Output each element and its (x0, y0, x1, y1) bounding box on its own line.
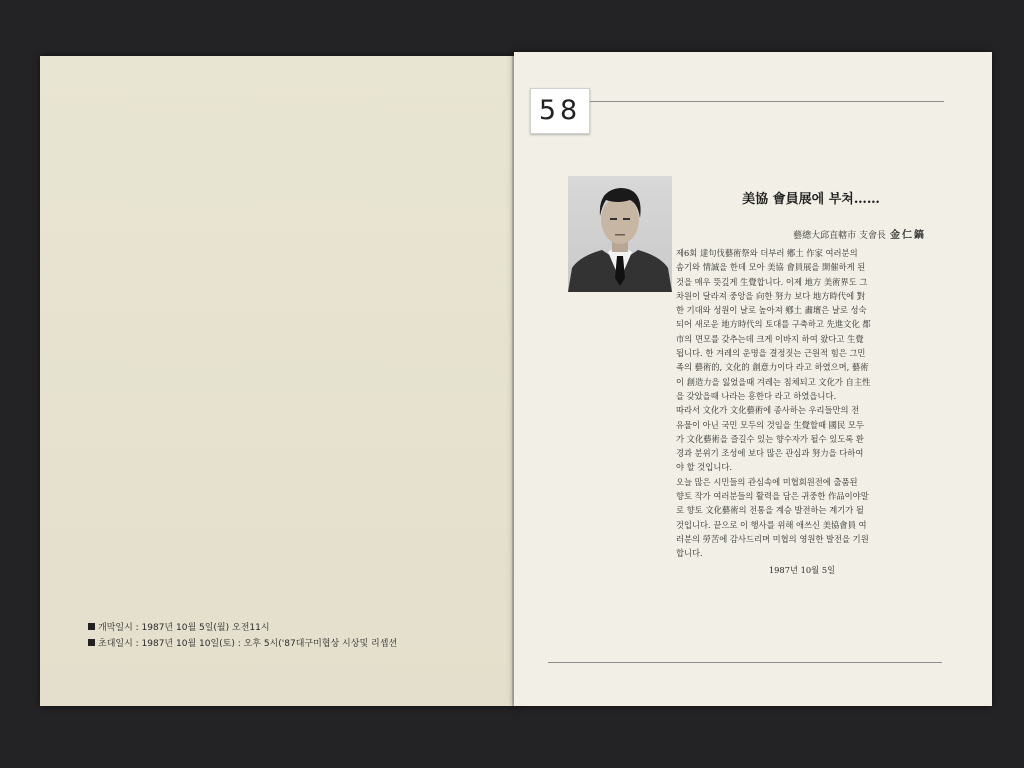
body-line: 따라서 文化가 文化藝術에 종사하는 우리들만의 전 (676, 405, 860, 416)
body-line: 제6회 達句伐藝術祭와 더부러 鄕土 作家 여러분의 (676, 248, 858, 258)
body-line: 러분의 勞苦에 감사드리며 미협의 영원한 발전을 기원 (676, 533, 869, 544)
body-line: 야 할 것입니다. (676, 462, 733, 473)
author-title: 藝總大邱直轄市 支會長 (793, 231, 886, 241)
event-info (88, 620, 508, 652)
body-line: 것입니다. 끝으로 이 행사를 위해 애쓰신 美協會員 여 (676, 519, 867, 530)
author-portrait-photo (568, 176, 672, 292)
top-divider (590, 101, 944, 102)
body-line: 한 기대와 성원이 날로 높아져 鄕土 畵壇은 날로 성숙 (676, 305, 867, 316)
body-line: 유물이 아닌 국민 모두의 것임을 生覺할때 國民 모두 (676, 419, 864, 430)
body-line: 되어 새로운 地方時代의 토대를 구축하고 先進文化 都 (676, 319, 871, 330)
body-line: 것을 매우 뜻깊게 生覺합니다. 이제 地方 美術界도 그 (676, 276, 868, 287)
body-line: 가 文化藝術을 즐길수 있는 향수자가 될수 있도록 환 (676, 433, 864, 444)
article-date: 1987년 10월 5일 (768, 564, 836, 575)
body-line: 차원이 달라져 중앙을 向한 努力 보다 地方時代에 對 (676, 290, 866, 301)
body-line: 솜기와 情誠을 한데 모아 美協 會員展을 開催하게 된 (676, 262, 866, 273)
body-line: 됩니다. 한 겨레의 운명을 결정짓는 근원적 힘은 그민 (676, 348, 866, 359)
square-bullet-icon (88, 639, 95, 646)
invitation-date-line: 초대일시 : 1987년 10월 10일(토) : 오후 5시('87대구미협상 시상및 리셉션 (88, 636, 508, 652)
author-byline (676, 226, 926, 241)
body-line: 로 향토 文化藝術의 전통을 계승 발전하는 계기가 될 (676, 505, 864, 516)
body-line: 경과 분위기 조성에 보다 많은 관심과 努力을 다하여 (676, 448, 864, 459)
body-line: 을 갖았을때 나라는 흥한다 라고 하였읍니다. (676, 390, 837, 401)
article-body (676, 246, 928, 577)
body-line: 市의 면모를 갖추는데 크게 이바지 하여 왔다고 生覺 (676, 333, 864, 344)
square-bullet-icon (88, 623, 95, 630)
opening-date-line: 개막일시 : 1987년 10월 5일(월) 오전11시 (88, 620, 508, 636)
body-line: 향토 작가 여러분들의 활력을 담은 귀중한 作品이야말 (676, 491, 869, 502)
body-line: 이 創造力을 잃었을때 겨레는 침체되고 文化가 自主性 (676, 376, 871, 387)
body-line: 오늘 많은 시민들의 관심속에 미협회원전에 출품된 (676, 476, 858, 487)
page-number-sticker: 58 (530, 88, 590, 134)
body-line: 족의 藝術的, 文化的 創意力이다 라고 하였으며, 藝術 (676, 362, 869, 373)
bottom-divider (548, 662, 942, 663)
body-line: 합니다. (676, 548, 703, 559)
author-name: 金仁鎬 (890, 230, 926, 241)
left-page (40, 56, 520, 706)
article-heading: 美協 會員展에 부쳐…… (742, 192, 880, 207)
